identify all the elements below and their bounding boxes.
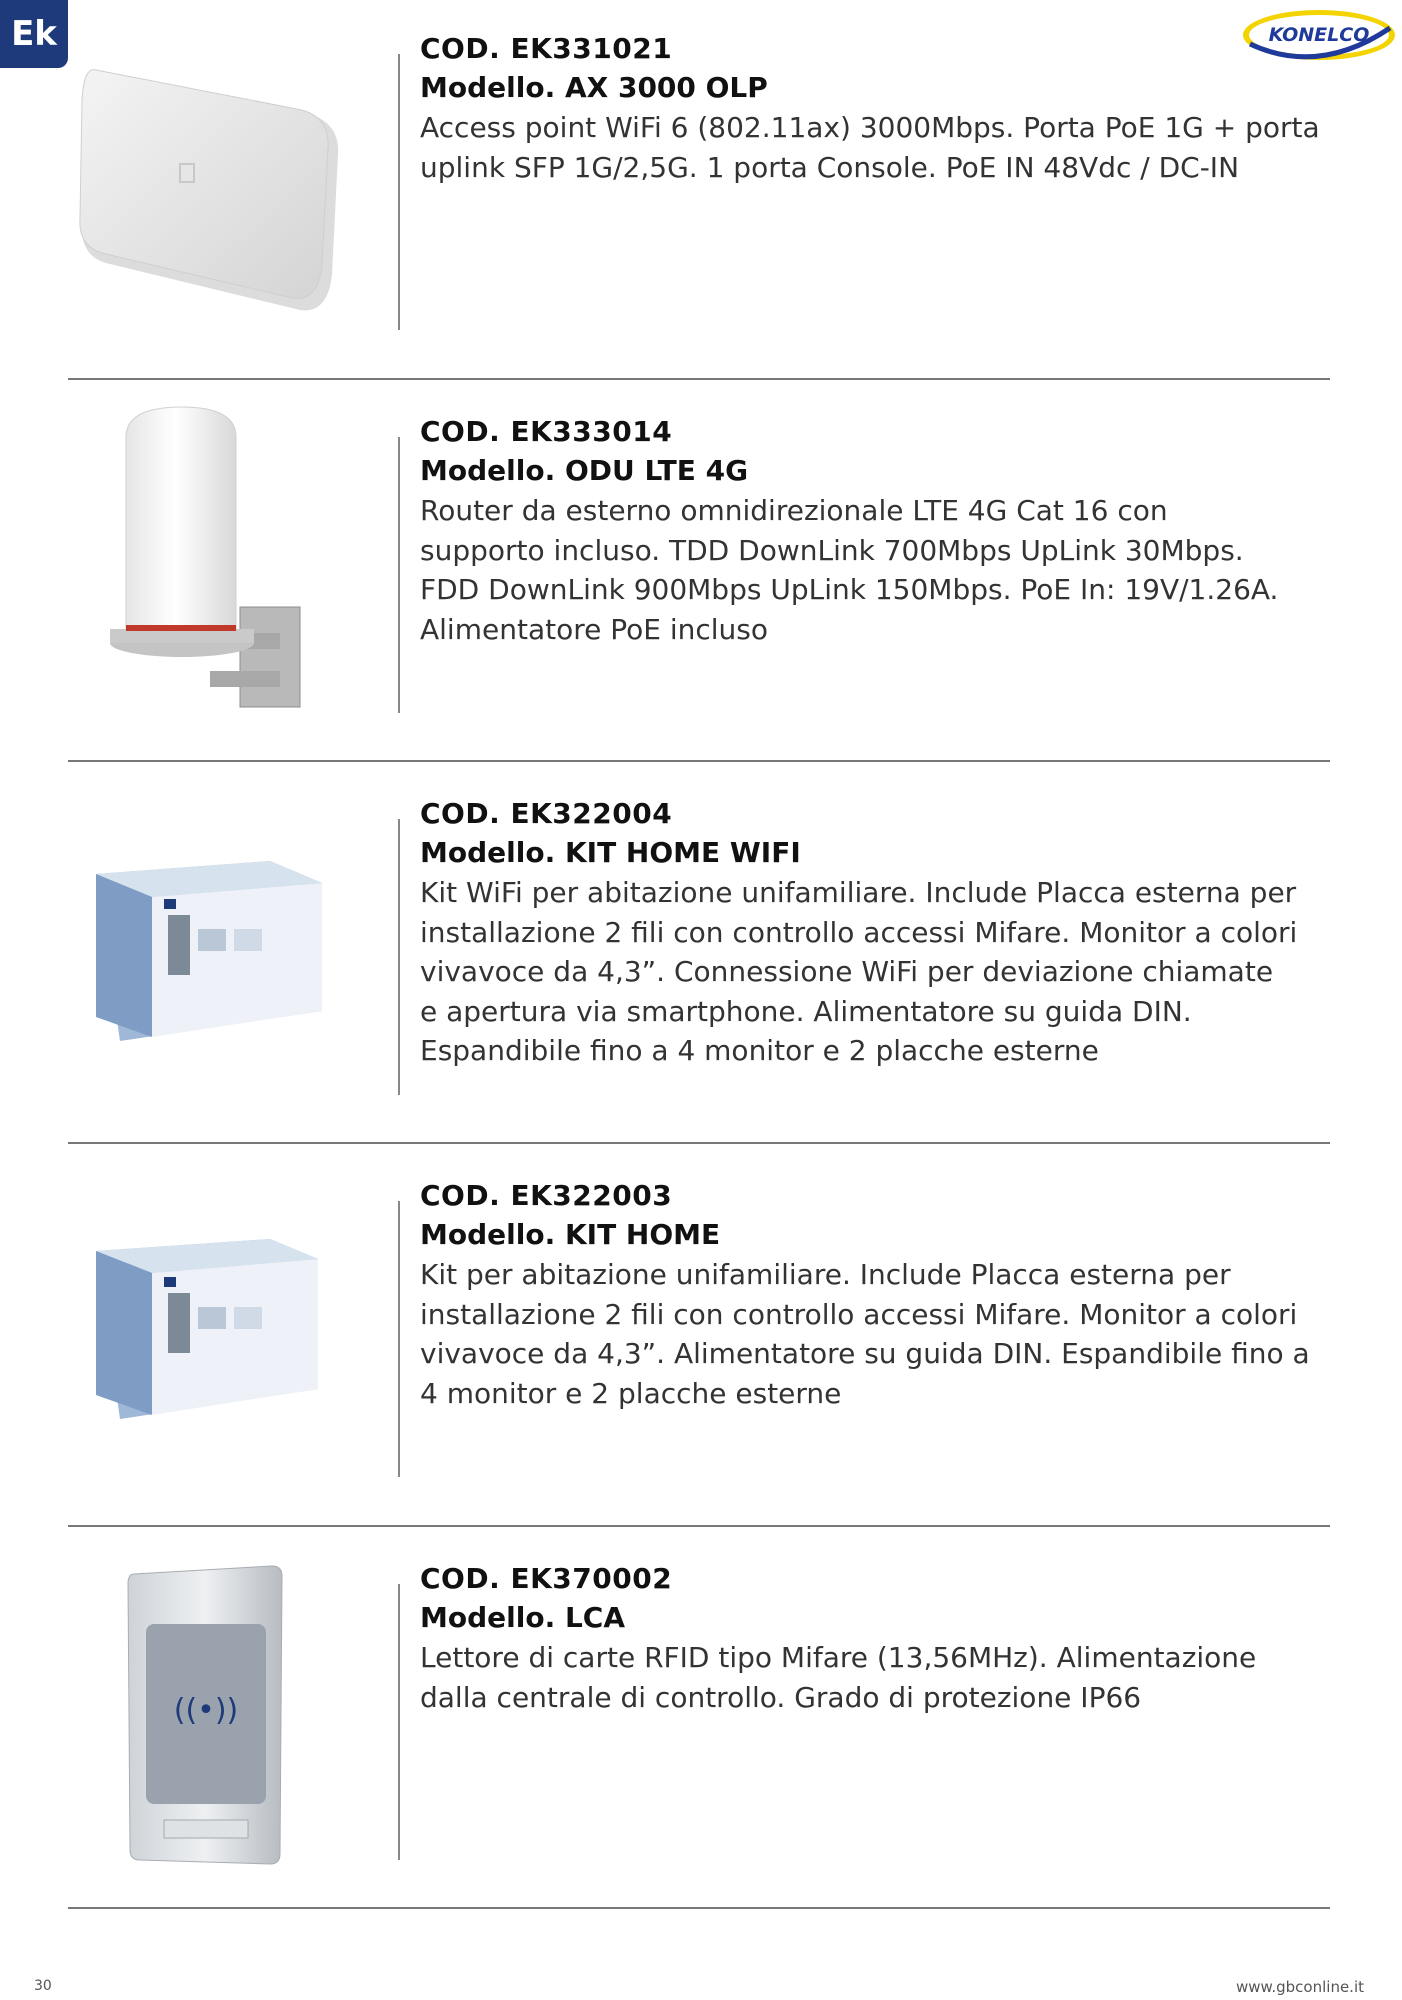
product-description: Kit per abitazione unifamiliare. Include Placca esterna per installazione 2 fili con controllo accessi Mifare. Monitor a colori vivavoce da 4,3”. Alimentatore su guida DIN. Espandibile fino a 4 monitor e 2 placche esterne xyxy=(420,1258,1310,1410)
product-card xyxy=(0,397,1402,779)
divider-vertical xyxy=(398,54,400,330)
product-model: Modello. LCA xyxy=(420,1601,626,1634)
product-card xyxy=(0,779,1402,1161)
access-point-image xyxy=(60,14,360,354)
outdoor-router-image xyxy=(60,397,360,737)
product-description: Lettore di carte RFID tipo Mifare (13,56MHz). Alimentazione dalla centrale di controllo. Grado di protezione IP66 xyxy=(420,1641,1257,1714)
divider-horizontal xyxy=(68,1525,1330,1527)
product-model: Modello. KIT HOME WIFI xyxy=(420,836,801,869)
ek-logo: Ek xyxy=(0,0,68,68)
product-card xyxy=(0,1544,1402,1926)
divider-vertical xyxy=(398,437,400,713)
product-model: Modello. AX 3000 OLP xyxy=(420,71,768,104)
product-code: COD. EK331021 xyxy=(420,32,673,65)
product-code: COD. EK333014 xyxy=(420,415,673,448)
product-card xyxy=(0,1161,1402,1543)
rfid-reader-image xyxy=(60,1544,360,1884)
website-link[interactable]: www.gbconline.it xyxy=(1235,1978,1364,1996)
product-code: COD. EK370002 xyxy=(420,1562,673,1595)
divider-horizontal xyxy=(68,1142,1330,1144)
divider-vertical xyxy=(398,1584,400,1860)
product-description: Router da esterno omnidirezionale LTE 4G Cat 16 con supporto incluso. TDD DownLink 700Mbps UpLink 30Mbps. FDD DownLink 900Mbps UpLink 150Mbps. PoE In: 19V/1.26A. Alimentatore PoE incluso xyxy=(420,494,1279,646)
product-model: Modello. KIT HOME xyxy=(420,1218,721,1251)
divider-horizontal xyxy=(68,378,1330,380)
product-code: COD. EK322004 xyxy=(420,797,673,830)
konelco-text: KONELCO xyxy=(1268,24,1370,46)
product-model: Modello. ODU LTE 4G xyxy=(420,454,749,487)
product-card xyxy=(0,14,1402,396)
divider-horizontal xyxy=(68,1907,1330,1909)
product-code: COD. EK322003 xyxy=(420,1179,673,1212)
product-description: Access point WiFi 6 (802.11ax) 3000Mbps. Porta PoE 1G + porta uplink SFP 1G/2,5G. 1 porta Console. PoE IN 48Vdc / DC-IN xyxy=(420,111,1320,184)
divider-vertical xyxy=(398,819,400,1095)
kit-box-image xyxy=(60,1161,360,1501)
product-description: Kit WiFi per abitazione unifamiliare. Include Placca esterna per installazione 2 fili con controllo accessi Mifare. Monitor a colori vivavoce da 4,3”. Connessione WiFi per deviazione chiamate e apertura via smartphone. Alimentatore su guida DIN. Espandibile fino a 4 monitor e 2 placche esterne xyxy=(420,876,1298,1067)
svg-text:((•)): ((•)) xyxy=(173,1693,239,1728)
kit-box-image xyxy=(60,779,360,1119)
divider-vertical xyxy=(398,1201,400,1477)
divider-horizontal xyxy=(68,760,1330,762)
page-number: 30 xyxy=(34,1978,52,1994)
